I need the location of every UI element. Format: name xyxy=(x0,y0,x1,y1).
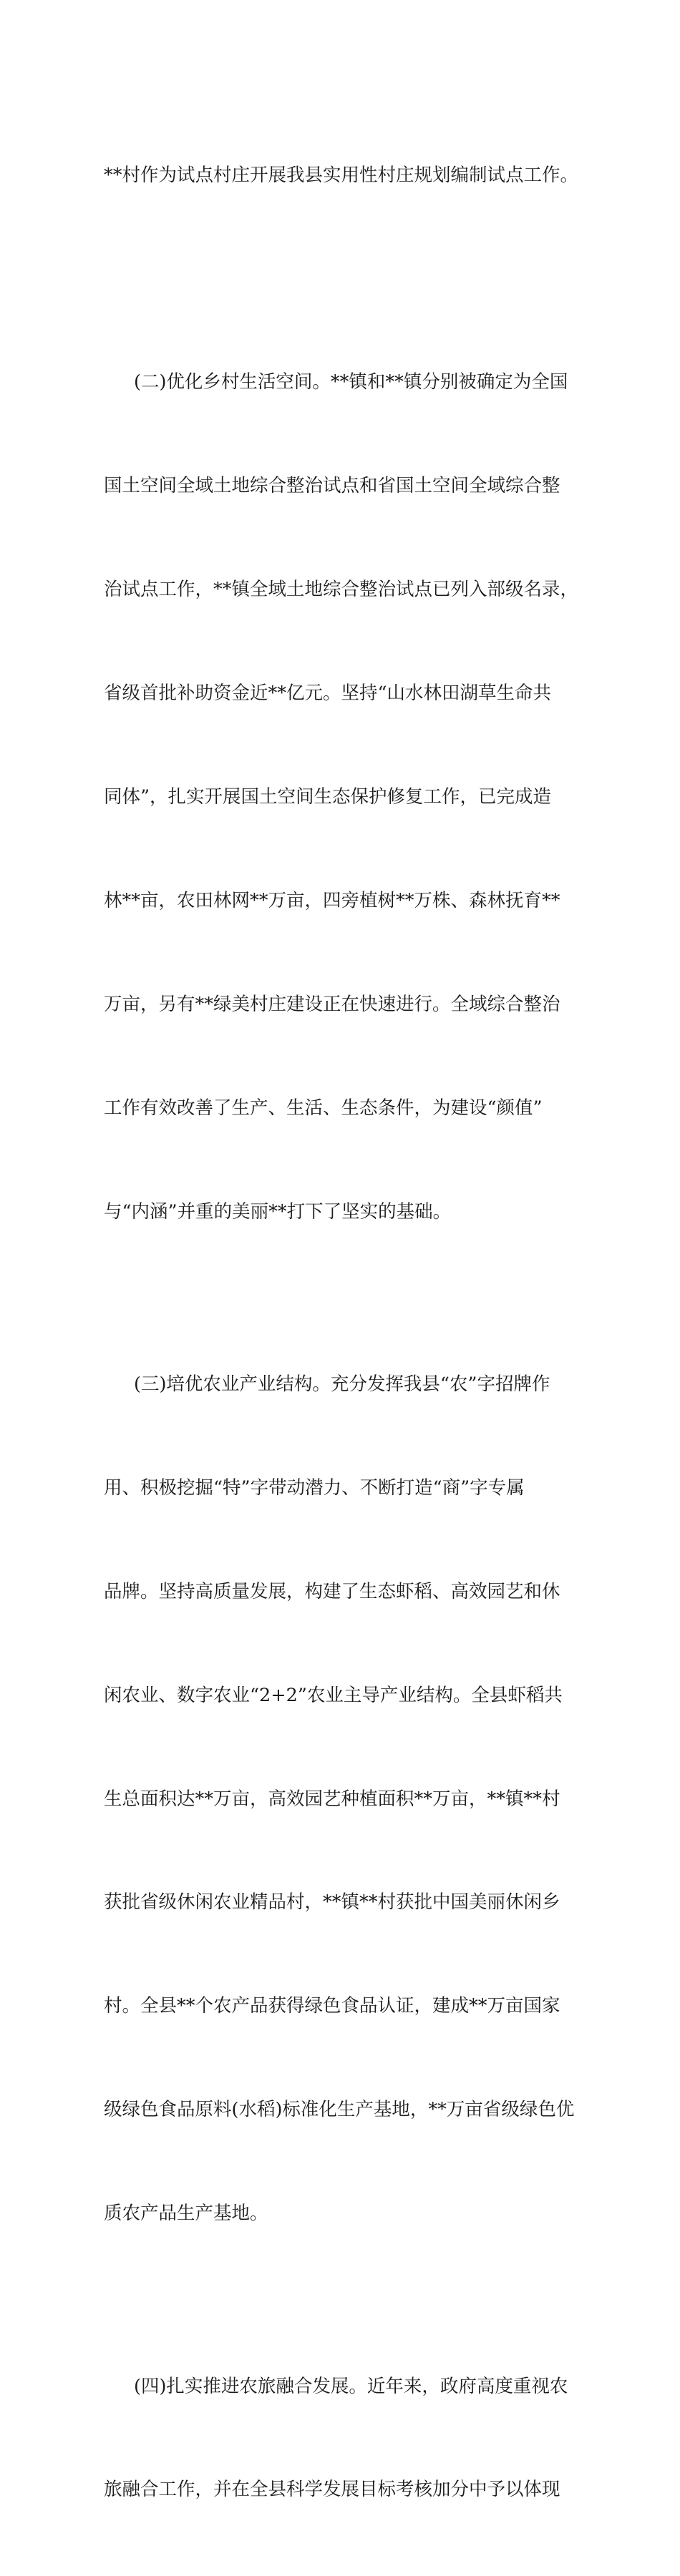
text-line: (三)培优农业产业结构。充分发挥我县“农”字招牌作 xyxy=(134,1373,550,1395)
text-line: 用、积极挖掘“特”字带动潜力、不断打造“商”字专属 xyxy=(104,1476,525,1499)
document-body xyxy=(104,89,583,2576)
text-line: 工作有效改善了生产、生活、生态条件，为建设“颜值” xyxy=(104,1097,543,1119)
text-line: 闲农业、数字农业“2+2”农业主导产业结构。全县虾稻共 xyxy=(104,1684,563,1706)
text-line: 林**亩，农田林网**万亩，四旁植树**万株、森林抚育** xyxy=(104,889,560,911)
text-line: 治试点工作，**镇全域土地综合整治试点已列入部级名录， xyxy=(104,579,579,601)
text-line: 村。全县**个农产品获得绿色食品认证，建成**万亩国家 xyxy=(104,1995,560,2017)
paragraph-continuation xyxy=(104,89,583,261)
text-line: 同体”，扎实开展国土空间生态保护修复工作，已完成造 xyxy=(104,785,552,808)
text-line: 旅融合工作，并在全县科学发展目标考核加分中予以体现 xyxy=(104,2479,560,2501)
text-line: 级绿色食品原料(水稻)标准化生产基地，**万亩省级绿色优 xyxy=(104,2099,575,2121)
paragraph-agri-tourism xyxy=(104,2300,583,2576)
text-line: 品牌。坚持高质量发展，构建了生态虾稻、高效园艺和休 xyxy=(104,1580,560,1602)
text-line: (二)优化乡村生活空间。**镇和**镇分别被确定为全国 xyxy=(134,371,568,393)
text-line: 获批省级休闲农业精品村，**镇**村获批中国美丽休闲乡 xyxy=(104,1891,560,1914)
text-line: 生总面积达**万亩，高效园艺种植面积**万亩，**镇**村 xyxy=(104,1788,560,1810)
text-line: **村作为试点村庄开展我县实用性村庄规划编制试点工作。 xyxy=(104,164,579,186)
text-line: (四)扎实推进农旅融合发展。近年来，政府高度重视农 xyxy=(134,2375,568,2397)
paragraph-gap xyxy=(104,261,583,295)
paragraph-optimize-living-space xyxy=(104,296,583,1298)
text-line: 质农产品生产基地。 xyxy=(104,2203,268,2225)
text-line: 省级首批补助资金近**亿元。坚持“山水林田湖草生命共 xyxy=(104,682,552,705)
text-line: 国土空间全域土地综合整治试点和省国土空间全域综合整 xyxy=(104,475,560,497)
text-line: 万亩，另有**绿美村庄建设正在快速进行。全域综合整治 xyxy=(104,993,560,1015)
paragraph-agriculture-structure xyxy=(104,1298,583,2300)
text-line: 与“内涵”并重的美丽**打下了坚实的基础。 xyxy=(104,1200,452,1223)
